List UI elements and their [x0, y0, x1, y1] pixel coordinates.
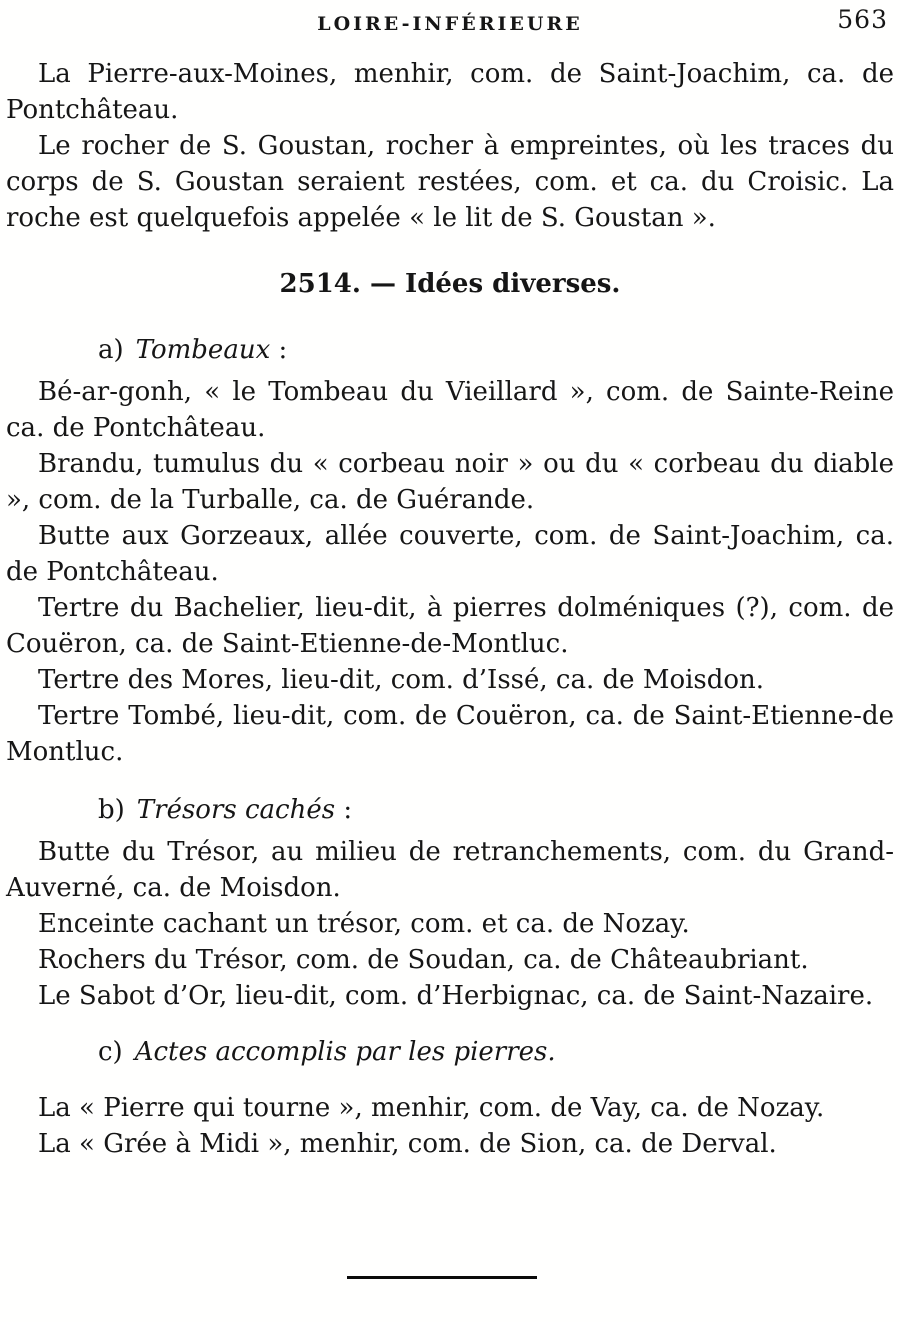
- paragraph: Bé-ar-gonh, « le Tombeau du Vieillard », com. de Sainte-Reine ca. de Pontchâteau.: [6, 377, 894, 443]
- subsection-colon: :: [335, 795, 353, 825]
- paragraph: Tertre du Bachelier, lieu-dit, à pierres dolméniques (?), com. de Couëron, ca. de Saint-Etienne-de-Montluc.: [6, 593, 894, 659]
- subsection-heading: [98, 332, 894, 368]
- paragraph: Le rocher de S. Goustan, rocher à empreintes, où les traces du corps de S. Goustan seraient restées, com. et ca. du Croisic. La roche est quelquefois appelée « le lit de S. Goustan ».: [6, 131, 894, 233]
- running-title: LOIRE-INFÉRIEURE: [317, 13, 583, 35]
- paragraph: Butte du Trésor, au milieu de retranchements, com. du Grand-Auverné, ca. de Moisdon.: [6, 837, 894, 903]
- subsection-heading: [98, 792, 894, 828]
- paragraph: Tertre Tombé, lieu-dit, com. de Couëron, ca. de Saint-Etienne-de Montluc.: [6, 701, 894, 767]
- subsection-label: b): [98, 795, 125, 825]
- subsection-title: Trésors cachés: [136, 795, 336, 825]
- paragraph: La « Grée à Midi », menhir, com. de Sion, ca. de Derval.: [38, 1129, 777, 1159]
- page-header: [6, 4, 894, 34]
- subsection-tombeaux: [6, 332, 894, 770]
- section-end-rule: [347, 1276, 537, 1279]
- subsection-title: Tombeaux: [135, 335, 271, 365]
- paragraph: La « Pierre qui tourne », menhir, com. de Vay, ca. de Nozay.: [38, 1093, 825, 1123]
- paragraph: Le Sabot d’Or, lieu-dit, com. d’Herbignac, ca. de Saint-Nazaire.: [38, 981, 874, 1011]
- paragraph: Brandu, tumulus du « corbeau noir » ou du « corbeau du diable », com. de la Turballe, ca. de Guérande.: [6, 449, 894, 515]
- paragraph: La Pierre-aux-Moines, menhir, com. de Saint-Joachim, ca. de Pontchâteau.: [6, 59, 894, 125]
- paragraph: Butte aux Gorzeaux, allée couverte, com. de Saint-Joachim, ca. de Pontchâteau.: [6, 521, 894, 587]
- subsection-actes-pierres: [6, 1034, 894, 1162]
- subsection-title: Actes accomplis par les pierres.: [134, 1037, 556, 1067]
- subsection-heading: [98, 1034, 894, 1070]
- paragraph: Rochers du Trésor, com. de Soudan, ca. de Châteaubriant.: [38, 945, 809, 975]
- subsection-label: a): [98, 335, 124, 365]
- paragraph: Enceinte cachant un trésor, com. et ca. de Nozay.: [38, 909, 690, 939]
- intro-section: [6, 56, 894, 236]
- subsection-tresors-caches: [6, 792, 894, 1014]
- subsection-label: c): [98, 1037, 123, 1067]
- section-heading: 2514. — Idées diverses.: [279, 269, 621, 299]
- paragraph: Tertre des Mores, lieu-dit, com. d’Issé, ca. de Moisdon.: [38, 665, 765, 695]
- subsection-colon: :: [270, 335, 288, 365]
- page-number: 563: [837, 5, 888, 34]
